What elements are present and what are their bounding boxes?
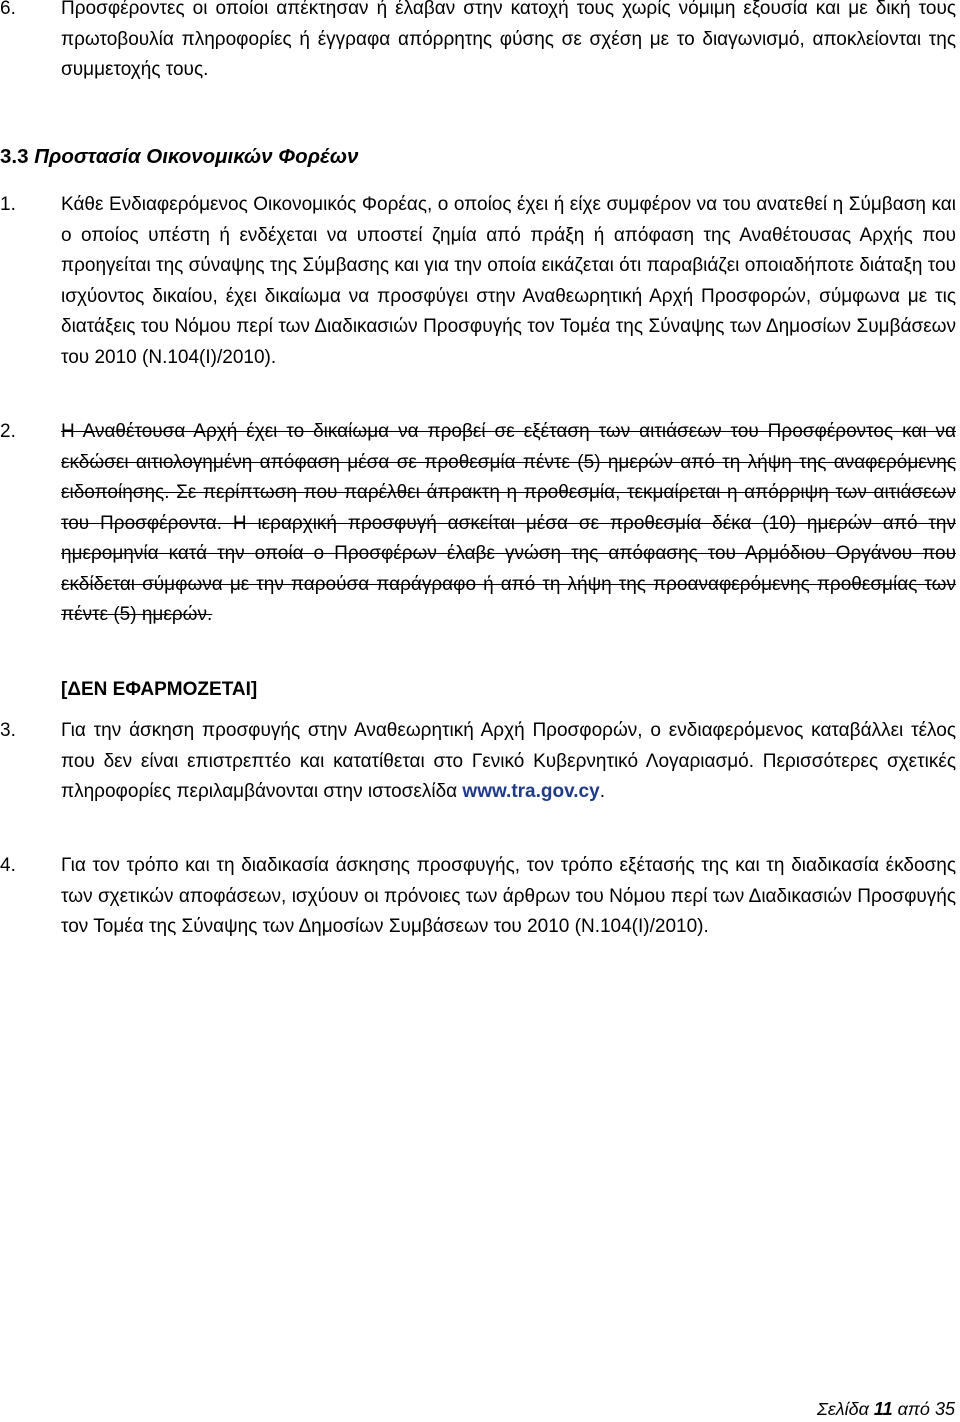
- page-number-footer: [817, 1398, 955, 1420]
- item-text: Προσφέροντες οι οποίοι απέκτησαν ή έλαβαν στην κατοχή τους χωρίς νόμιμη εξουσία και με δική τους πρωτοβουλία πληροφορίες ή έγγραφα απόρρητης φύσης σε σχέση με το διαγωνισμό, αποκλείονται της συμμετοχής τους.: [61, 0, 956, 80]
- item-number: 4.: [0, 855, 16, 876]
- item-number: 3.: [0, 720, 16, 741]
- section-title: Προστασία Οικονομικών Φορέων: [34, 145, 359, 168]
- list-item-3: [0, 716, 960, 808]
- not-applied-note: [ΔΕΝ ΕΦΑΡΜΟΖΕΤΑΙ]: [61, 679, 258, 700]
- footer-total-pages: 35: [934, 1399, 955, 1419]
- item-number: 2.: [0, 421, 16, 442]
- list-item-1: [0, 190, 960, 373]
- list-item-6: [0, 0, 960, 86]
- item-text: Κάθε Ενδιαφερόμενος Οικονομικός Φορέας, ο οποίος έχει ή είχε συμφέρον να του ανατεθεί η Σύμβαση και ο οποίος υπέστη ή ενδέχεται να υποστεί ζημία από πράξη ή απόφαση της Αναθέτουσας Αρχής που προηγείται της σύναψης της Σύμβασης και για την οποία εικάζεται ότι παραβιάζει οποιαδήποτε διάταξη του ισχύοντος δικαίου, έχει δικαίωμα να προσφύγει στην Αναθεωρητική Αρχή Προσφορών, σύμφωνα με τις διατάξεις του Νόμου περί των Διαδικασιών Προσφυγής τον Τομέα της Σύναψης των Δημοσίων Συμβάσεων του 2010 (Ν.104(Ι)/2010).: [61, 194, 956, 368]
- section-heading: [0, 142, 900, 172]
- item-text: Για τον τρόπο και τη διαδικασία άσκησης προσφυγής, τον τρόπο εξέτασής της και τη διαδικασία έκδοσης των σχετικών αποφάσεων, ισχύουν οι πρόνοιες των άρθρων του Νόμου περί των Διαδικασιών Προσφυγής τον Τομέα της Σύναψης των Δημοσίων Συμβάσεων του 2010 (Ν.104(Ι)/2010).: [61, 855, 956, 937]
- website-link[interactable]: www.tra.gov.cy: [462, 781, 600, 802]
- item-text-end: .: [599, 781, 605, 802]
- list-item-2: [0, 417, 960, 631]
- section-number: 3.3: [0, 145, 29, 168]
- list-item-4: [0, 851, 960, 943]
- footer-current-page: 11: [873, 1399, 893, 1419]
- item-text-struck: Η Αναθέτουσα Αρχή έχει το δικαίωμα να προβεί σε εξέταση των αιτιάσεων του Προσφέροντος και να εκδώσει αιτιολογημένη απόφαση μέσα σε προθεσμία πέντε (5) ημερών από τη λήψη της αναφερόμενης ειδοποίησης. Σε περίπτωση που παρέλθει άπρακτη η προθεσμία, τεκμαίρεται η απόρριψη των αιτιάσεων του Προσφέροντα. Η ιεραρχική προσφυγή ασκείται μέσα σε προθεσμία δέκα (10) ημερών από την ημερομηνία κατά την οποία ο Προσφέρων έλαβε γνώση της απόφασης του Αρμόδιου Οργάνου που εκδίδεται σύμφωνα με την παρούσα παράγραφο ή από τη λήψη της προαναφερόμενης προθεσμίας των πέντε (5) ημερών.: [61, 421, 956, 625]
- item-text-main: Για την άσκηση προσφυγής στην Αναθεωρητική Αρχή Προσφορών, ο ενδιαφερόμενος καταβάλλει τέλος που δεν είναι επιστρεπτέο και κατατίθεται στο Γενικό Κυβερνητικό Λογαριασμό. Περισσότερες σχετικές πληροφορίες περιλαμβάνονται στην ιστοσελίδα: [61, 720, 956, 802]
- item-text: [61, 716, 956, 808]
- footer-middle: από: [897, 1399, 930, 1419]
- item-number: 6.: [0, 0, 16, 19]
- item-number: 1.: [0, 194, 16, 215]
- footer-prefix: Σελίδα: [817, 1399, 869, 1419]
